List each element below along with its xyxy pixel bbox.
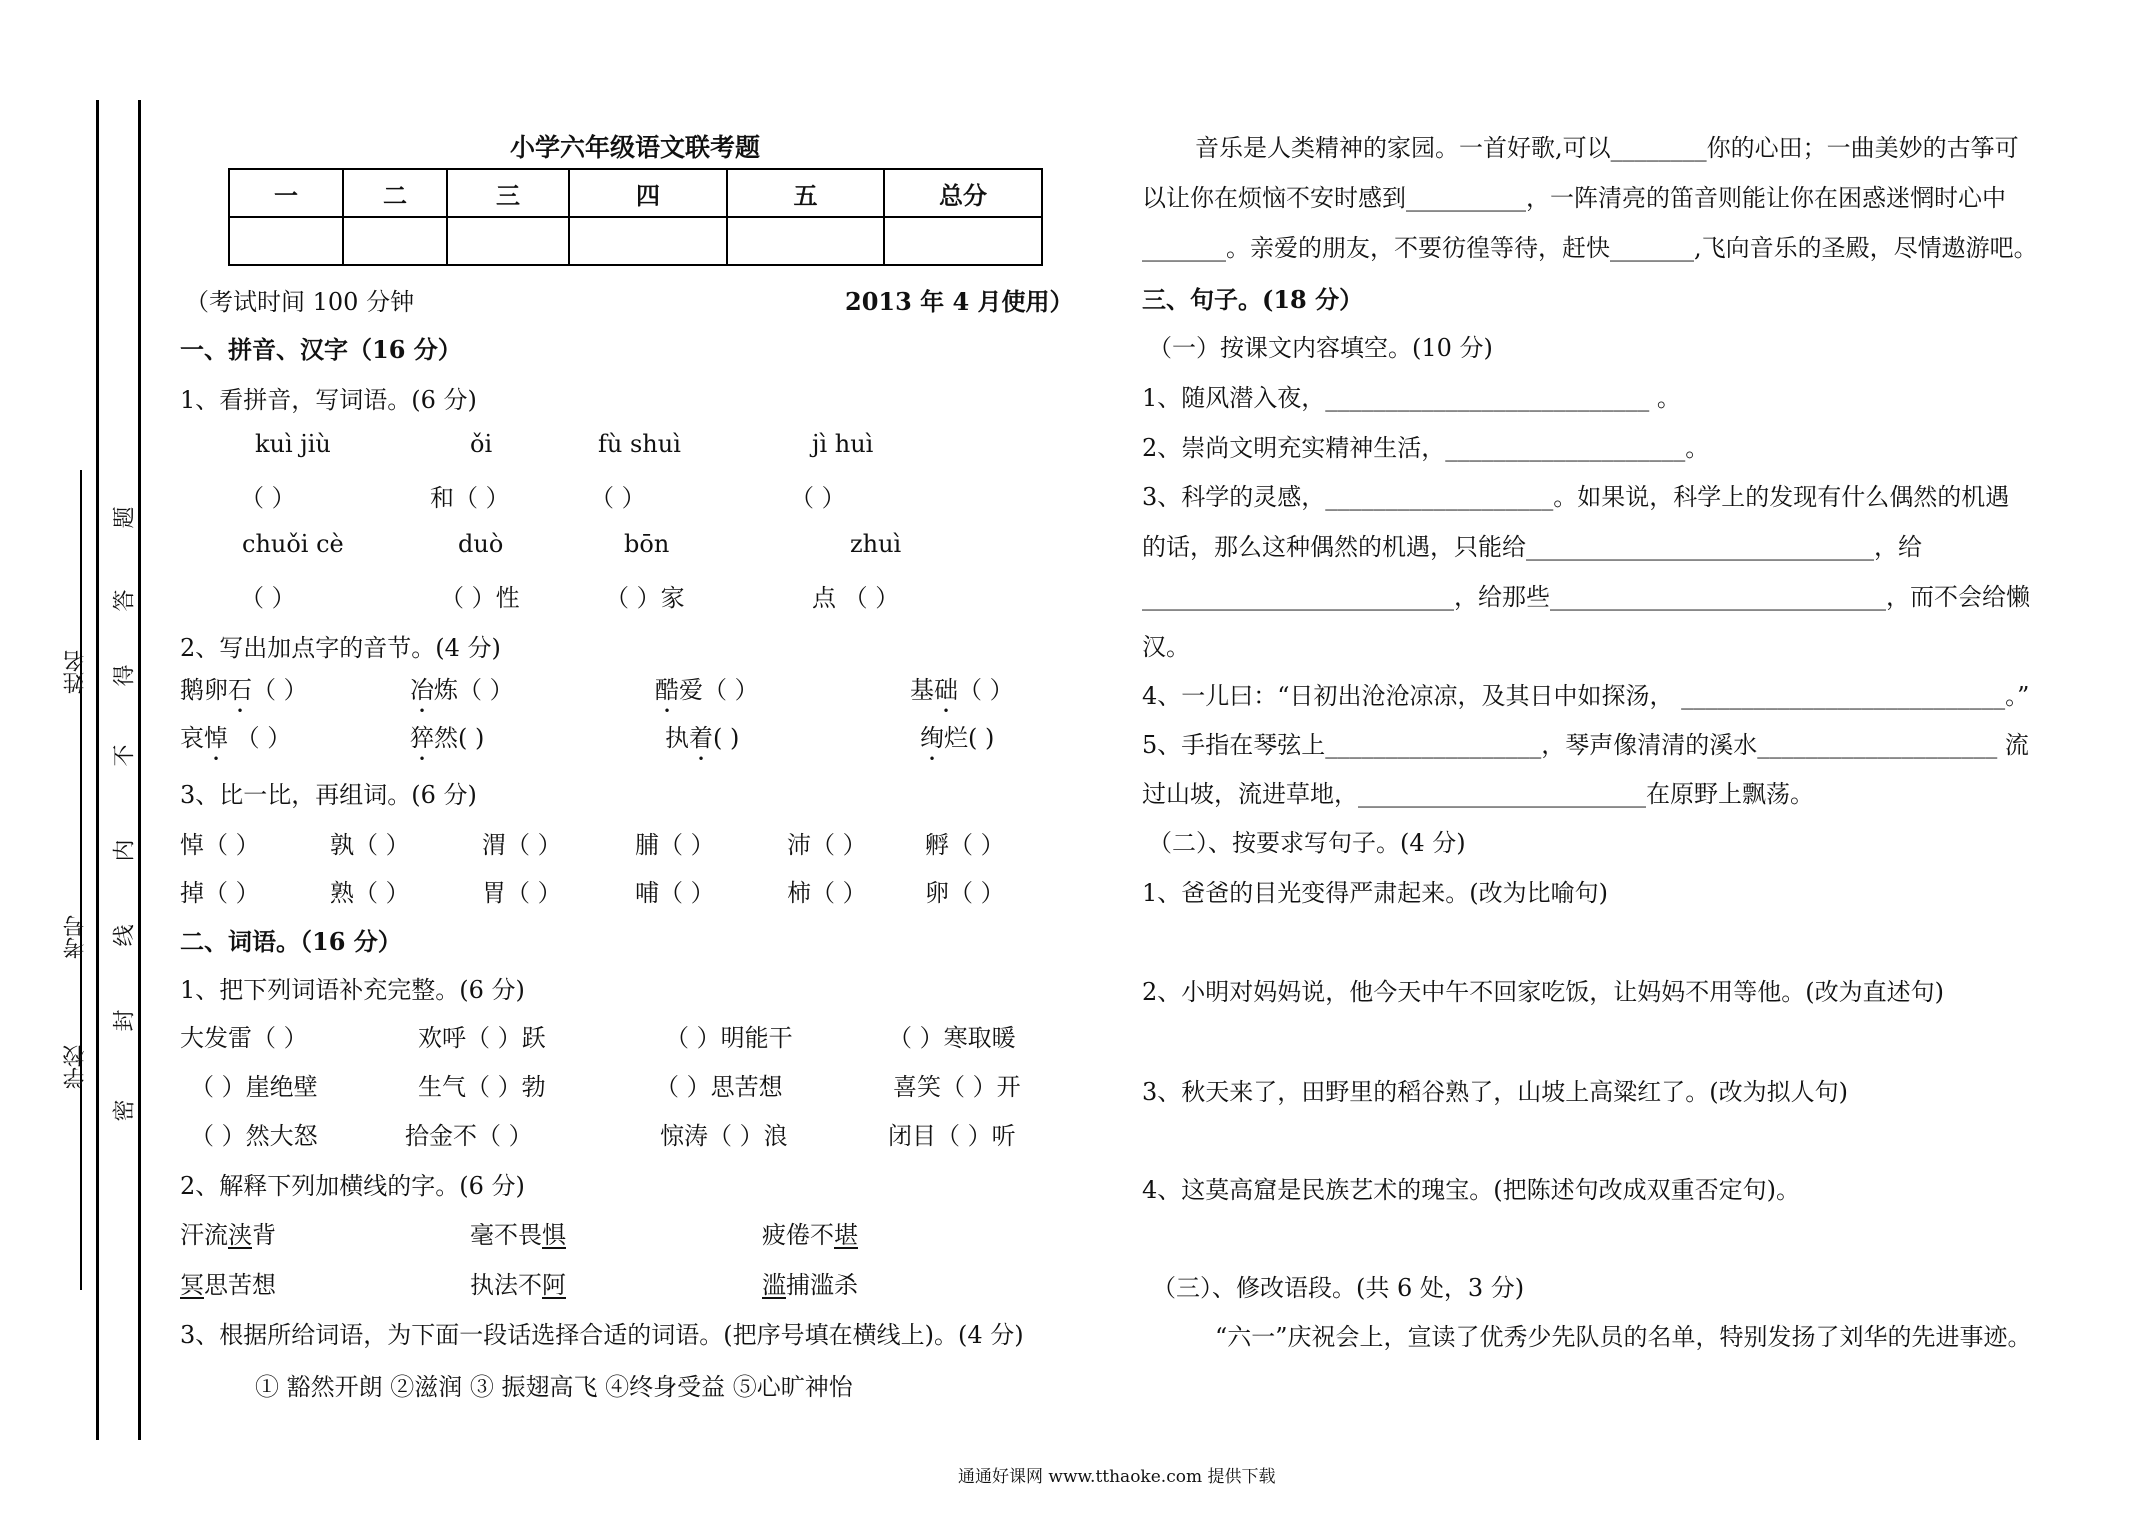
pinyin: fù shuì (598, 430, 681, 458)
seal-char: 题 (112, 506, 138, 529)
answer-blank[interactable]: 和（ ） (430, 484, 510, 512)
idiom-item[interactable]: （ ）寒取暖 (888, 1024, 1016, 1052)
music-paragraph-line: 音乐是人类精神的家园。一首好歌,可以________你的心田；一曲美妙的古筝可 (1195, 134, 2019, 162)
seal-char: 内 (112, 839, 138, 862)
part3-text: “六一”庆祝会上，宣读了优秀少先队员的名单，特别发扬了刘华的先进事迹。 (1215, 1323, 2032, 1351)
answer-blank[interactable]: （ ） (590, 484, 646, 512)
idiom-item[interactable]: （ ）然大怒 (190, 1122, 318, 1150)
fill-line[interactable]: 1、随风潜入夜，___________________________ 。 (1142, 384, 1681, 412)
score-header: 四 (569, 169, 727, 217)
fill-line: 汉。 (1142, 633, 1190, 661)
idiom-item[interactable]: （ ）思苦想 (655, 1073, 783, 1101)
score-header: 总分 (884, 169, 1042, 217)
fill-line[interactable]: __________________________，给那些____________________________，而不会给懒 (1142, 583, 2030, 611)
score-header: 五 (727, 169, 884, 217)
idiom-item[interactable]: 生气（ ）勃 (418, 1073, 546, 1101)
section3-title: 三、句子。(18 分） (1142, 285, 1364, 314)
exam-time: （考试时间 100 分钟 (185, 288, 415, 316)
rewrite-question: 1、爸爸的目光变得严肃起来。(改为比喻句) (1142, 879, 1608, 907)
underlined-word: 冥思苦想 (180, 1271, 276, 1299)
binding-line-outer (96, 100, 99, 1440)
section2-title: 二、词语。（16 分） (180, 927, 402, 956)
seal-char: 答 (112, 589, 138, 612)
section1-title: 一、拼音、汉字（16 分） (180, 335, 462, 364)
name-label: 姓名 (63, 650, 88, 694)
idiom-item[interactable]: 拾金不（ ） (405, 1122, 533, 1150)
fill-line[interactable]: 过山坡，流进草地，________________________在原野上飘荡。 (1142, 780, 1814, 808)
dotted-word[interactable]: 冶炼（ ） (410, 676, 514, 704)
seal-char: 封 (112, 1009, 138, 1032)
answer-blank[interactable]: （ ）性 (440, 584, 520, 612)
answer-blank[interactable]: （ ）家 (605, 584, 685, 612)
compare-item[interactable]: 卵（ ） (925, 879, 1005, 907)
margin-vertical-underline (80, 470, 82, 1290)
compare-item[interactable]: 沛（ ） (787, 831, 867, 859)
dotted-word[interactable]: 基础（ ） (910, 676, 1014, 704)
music-paragraph-line: 以让你在烦恼不安时感到__________，一阵清亮的笛音则能让你在困惑迷惘时心中 (1142, 184, 2006, 212)
score-header: 三 (447, 169, 569, 217)
dotted-word[interactable]: 哀悼 （ ） (180, 724, 292, 752)
compare-item[interactable]: 柿（ ） (787, 879, 867, 907)
answer-blank[interactable]: （ ） (240, 584, 296, 612)
school-label: 学校 (63, 1045, 88, 1089)
idiom-item[interactable]: 喜笑（ ）开 (893, 1073, 1021, 1101)
pinyin: chuǒi cè (242, 530, 344, 558)
dotted-word[interactable]: 猝然( ) (410, 724, 485, 752)
answer-blank[interactable]: （ ） (240, 484, 296, 512)
s1-q1-title: 1、看拼音，写词语。(6 分) (180, 386, 477, 414)
music-paragraph-line: _______。亲爱的朋友，不要彷徨等待，赶快_______,飞向音乐的圣殿，尽情遨游吧。 (1142, 234, 2038, 262)
pinyin: kuì jiù (255, 430, 331, 458)
idiom-item[interactable]: 闭目（ ）听 (888, 1122, 1016, 1150)
seal-char: 不 (112, 744, 138, 767)
answer-blank[interactable]: 点 （ ） (812, 584, 900, 612)
compare-item[interactable]: 哺（ ） (635, 879, 715, 907)
score-header: 一 (229, 169, 343, 217)
score-cell[interactable] (727, 217, 884, 265)
fill-line[interactable]: 4、一儿曰：“日初出沧沧凉凉，及其日中如探汤， ___________________________。” (1142, 682, 2030, 710)
s2-q1-title: 1、把下列词语补充完整。(6 分) (180, 976, 525, 1004)
rewrite-question: 4、这莫高窟是民族艺术的瑰宝。(把陈述句改成双重否定句)。 (1142, 1176, 1800, 1204)
idiom-item[interactable]: 欢呼（ ）跃 (418, 1024, 546, 1052)
fill-line[interactable]: 的话，那么这种偶然的机遇，只能给_____________________________，给 (1142, 533, 1922, 561)
compare-item[interactable]: 渭（ ） (482, 831, 562, 859)
fill-line[interactable]: 3、科学的灵感，___________________。如果说，科学上的发现有什么偶然的机遇 (1142, 483, 2010, 511)
binding-line-inner (138, 100, 141, 1440)
word-options: ① 豁然开朗 ②滋润 ③ 振翅高飞 ④终身受益 ⑤心旷神怡 (255, 1373, 853, 1401)
part2-title: （二）、按要求写句子。(4 分) (1148, 829, 1466, 857)
compare-item[interactable]: 脯（ ） (635, 831, 715, 859)
answer-blank[interactable]: （ ） (790, 484, 846, 512)
compare-item[interactable]: 孰（ ） (330, 831, 410, 859)
idiom-item[interactable]: （ ）明能干 (665, 1024, 793, 1052)
page-title: 小学六年级语文联考题 (510, 133, 761, 162)
part1-title: （一）按课文内容填空。(10 分) (1148, 334, 1493, 362)
seal-char: 密 (112, 1099, 138, 1122)
pinyin: duò (458, 530, 504, 558)
fill-line[interactable]: 2、崇尚文明充实精神生活，____________________。 (1142, 434, 1710, 462)
dotted-word[interactable]: 鹅卵石（ ） (180, 676, 308, 704)
rewrite-question: 2、小明对妈妈说，他今天中午不回家吃饭，让妈妈不用等他。(改为直述句) (1142, 978, 1944, 1006)
pinyin: bōn (624, 530, 670, 558)
footer-credit: 通通好课网 www.tthaoke.com 提供下载 (958, 1467, 1276, 1487)
seal-char: 得 (112, 664, 138, 687)
idiom-item[interactable]: 惊涛（ ）浪 (660, 1122, 788, 1150)
s1-q2-title: 2、写出加点字的音节。(4 分) (180, 634, 501, 662)
score-cell[interactable] (229, 217, 343, 265)
score-table (228, 168, 1043, 266)
exam-number-label: 考号 (63, 915, 88, 959)
fill-line[interactable]: 5、手指在琴弦上__________________，琴声像清清的溪水____________________ 流 (1142, 731, 2029, 759)
underlined-word: 汗流浃背 (180, 1221, 276, 1249)
score-cell[interactable] (447, 217, 569, 265)
score-header: 二 (343, 169, 447, 217)
score-cell[interactable] (884, 217, 1042, 265)
dotted-word[interactable]: 绚烂( ) (920, 724, 995, 752)
idiom-item[interactable]: 大发雷（ ） (180, 1024, 308, 1052)
underlined-word: 疲倦不堪 (762, 1221, 858, 1249)
dotted-word[interactable]: 酷爱（ ） (655, 676, 759, 704)
compare-item[interactable]: 胃（ ） (482, 879, 562, 907)
underlined-word: 毫不畏惧 (470, 1221, 566, 1249)
underlined-word: 滥捕滥杀 (762, 1271, 858, 1299)
score-cell[interactable] (343, 217, 447, 265)
compare-item[interactable]: 孵（ ） (925, 831, 1005, 859)
rewrite-question: 3、秋天来了，田野里的稻谷熟了，山坡上高粱红了。(改为拟人句) (1142, 1078, 1848, 1106)
dotted-word[interactable]: 执着( ) (665, 724, 740, 752)
idiom-item[interactable]: （ ）崖绝壁 (190, 1073, 318, 1101)
compare-item[interactable]: 悼（ ） (180, 831, 260, 859)
pinyin: zhuì (850, 530, 902, 558)
score-cell[interactable] (569, 217, 727, 265)
compare-item[interactable]: 掉（ ） (180, 879, 260, 907)
exam-date: 2013 年 4 月使用） (845, 287, 1074, 316)
pinyin: ǒi (470, 430, 493, 458)
part3-title: （三）、修改语段。(共 6 处，3 分) (1152, 1274, 1525, 1302)
compare-item[interactable]: 熟（ ） (330, 879, 410, 907)
underlined-word: 执法不阿 (470, 1271, 566, 1299)
s1-q3-title: 3、比一比，再组词。(6 分) (180, 781, 477, 809)
s2-q3-title: 3、根据所给词语，为下面一段话选择合适的词语。(把序号填在横线上)。(4 分) (180, 1321, 1024, 1349)
seal-char: 线 (112, 924, 138, 947)
s2-q2-title: 2、解释下列加横线的字。(6 分) (180, 1172, 525, 1200)
pinyin: jì huì (812, 430, 874, 458)
